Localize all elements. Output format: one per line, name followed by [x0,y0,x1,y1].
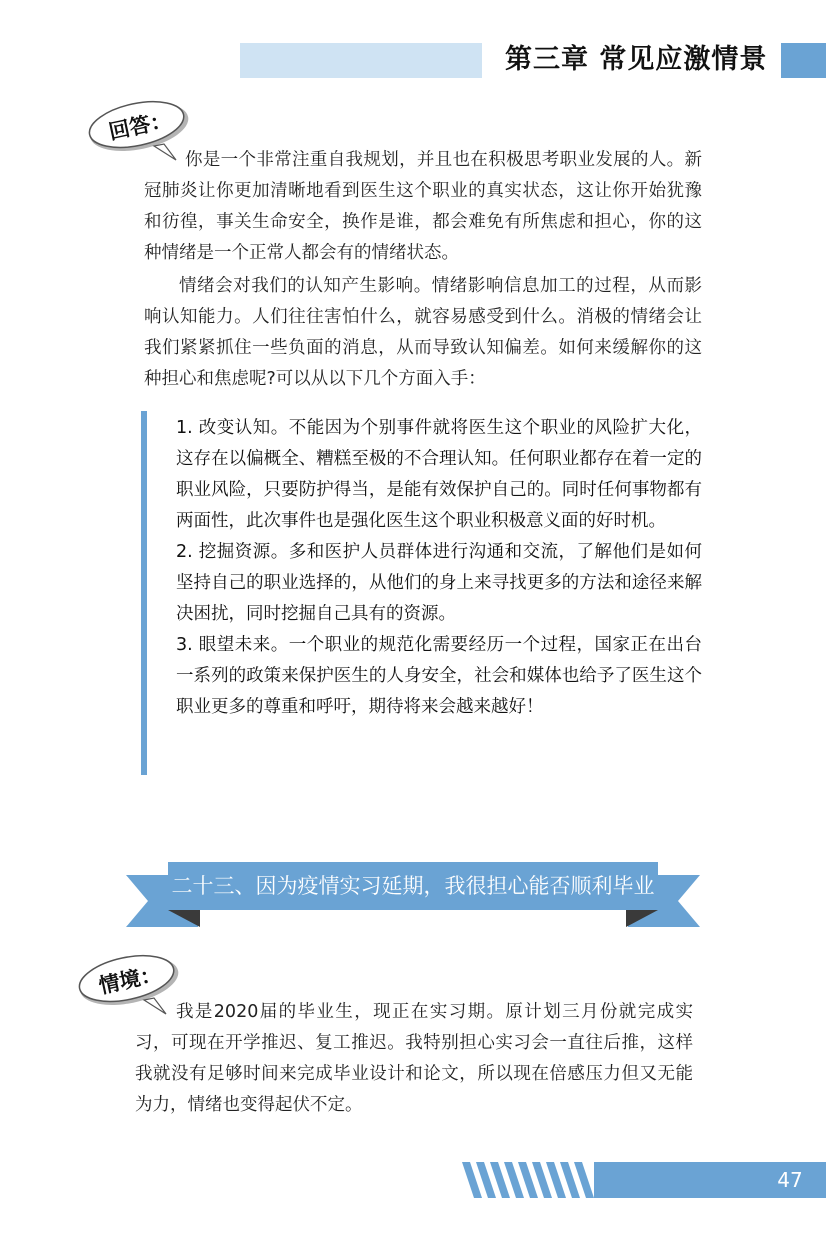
footer-stripes [462,1160,597,1200]
situation-paragraph: 我是2020届的毕业生，现正在实习期。原计划三月份就完成实习，可现在开学推迟、复工推迟。我特别担心实习会一直往后推，这样我就没有足够时间来完成毕业设计和论文，所以现在倍感压力但又无能为力，情绪也变得起伏不定。 [135,1002,693,1115]
chapter-title: 第三章 常见应激情景 [505,44,768,75]
situation-badge-label: 情境： [96,961,164,999]
answer-paragraph-1: 你是一个非常注重自我规划，并且也在积极思考职业发展的人。新冠肺炎让你更加清晰地看到医生这个职业的真实状态，这让你开始犹豫和彷徨，事关生命安全，换作是谁，都会难免有所焦虑和担心，你的这种情绪是一个正常人都会有的情绪状态。 [144,150,702,263]
quote-bar [141,411,147,775]
header-accent-block [781,43,826,78]
answer-badge-label: 回答： [106,107,174,145]
page-number: 47 [777,1168,803,1192]
point-3: 3. 眼望未来。一个职业的规范化需要经历一个过程，国家正在出台一系列的政策来保护医生的人身安全，社会和媒体也给予了医生这个职业更多的尊重和呼吁，期待将来会越来越好！ [176,635,702,717]
answer-paragraph-2: 情绪会对我们的认知产生影响。情绪影响信息加工的过程，从而影响认知能力。人们往往害怕什么，就容易感受到什么。消极的情绪会让我们紧紧抓住一些负面的消息，从而导致认知偏差。如何来缓解你的这种担心和焦虑呢?可以从以下几个方面入手： [144,276,702,389]
point-2: 2. 挖掘资源。多和医护人员群体进行沟通和交流，了解他们是如何坚持自己的职业选择的，从他们的身上来寻找更多的方法和途径来解决困扰，同时挖掘自己具有的资源。 [176,542,702,624]
point-1: 1. 改变认知。不能因为个别事件就将医生这个职业的风险扩大化，这存在以偏概全、糟糕至极的不合理认知。任何职业都存在着一定的职业风险，只要防护得当，是能有效保护自己的。同时任何事物都有两面性，此次事件也是强化医生这个职业积极意义面的好时机。 [176,418,702,531]
header-bar [240,43,482,78]
section-heading: 二十三、因为疫情实习延期，我很担心能否顺利毕业 [171,874,655,898]
answer-points [176,413,702,723]
